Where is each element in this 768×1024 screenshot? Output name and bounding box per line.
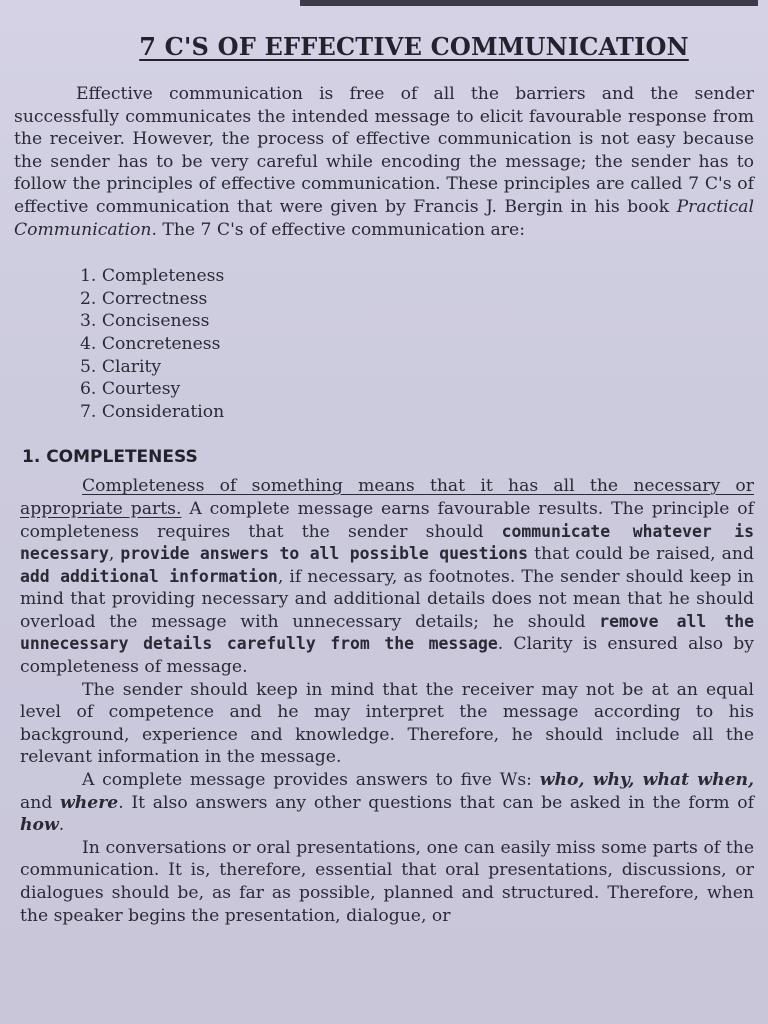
completeness-paragraph-1 (20, 475, 754, 678)
body-text: . Clarity is ensured also by completeness of message. (20, 634, 754, 678)
emphasis-text: communicate whatever is necessary (20, 521, 754, 564)
completeness-paragraph-4: In conversations or oral presentations, one can easily miss some parts of the communication. It is, therefore, essential that oral presentations, discussions, or dialogues should be, as far as possible, planned and structured. Therefore, when the speaker begins the presentation, dialogue, or (20, 837, 754, 926)
page-title: 7 C'S OF EFFECTIVE COMMUNICATION (139, 32, 689, 61)
where-text: where (60, 792, 119, 813)
list-item: 1. Completeness (80, 266, 225, 287)
body-text: A complete message earns favourable results. The principle of completeness requires that the sender should (20, 498, 754, 542)
emphasis-text: provide answers to all possible questions (120, 544, 529, 564)
body-text: , (108, 544, 121, 565)
body-text: that could be raised, and (528, 544, 754, 565)
intro-text-2: . The 7 C's of effective communication are: (151, 219, 525, 240)
body-text: and (20, 792, 61, 813)
book-title: Practical Communication (14, 196, 754, 240)
body-text: . (58, 815, 65, 836)
intro-paragraph (14, 83, 754, 241)
definition-text: Completeness of something means that it has all the necessary or appropriate parts. (20, 476, 754, 519)
completeness-paragraph-3 (20, 769, 754, 837)
top-border-rule (300, 0, 758, 6)
list-item: 4. Concreteness (80, 333, 221, 354)
section-heading-completeness: 1. COMPLETENESS (22, 447, 198, 468)
list-item: 3. Conciseness (80, 311, 210, 332)
list-item: 7. Consideration (80, 401, 225, 422)
intro-text-1: Effective communication is free of all the barriers and the sender successfully communicates the intended message to elicit favourable response from the receiver. However, the process of effective communication is not easy because the sender has to be very careful while encoding the message; the sender has to follow the principles of effective communication. These principles are called 7 C's of effective communication that were given by Francis J. Bergin in his book (14, 84, 754, 217)
completeness-paragraph-2: The sender should keep in mind that the receiver may not be at an equal level of competence and he may interpret the message according to his background, experience and knowledge. Therefore, he should include all the relevant information in the message. (20, 679, 754, 768)
seven-cs-list (80, 265, 754, 423)
section-body (20, 475, 754, 927)
list-item: 2. Correctness (80, 288, 208, 309)
five-ws-text: who, why, what when, (539, 770, 754, 791)
emphasis-text: add additional information (20, 566, 278, 586)
list-item: 6. Courtesy (80, 379, 181, 400)
how-text: how (20, 815, 59, 836)
emphasis-text: remove all the unnecessary details carefully from the message (20, 611, 754, 654)
body-text: A complete message provides answers to five Ws: (82, 770, 540, 791)
body-text: , if necessary, as footnotes. The sender should keep in mind that providing necessary and additional details does not mean that he should overload the message with unnecessary details; he should (20, 566, 754, 632)
body-text: . It also answers any other questions that can be asked in the form of (118, 792, 754, 813)
list-item: 5. Clarity (80, 356, 162, 377)
document-page (14, 28, 754, 927)
